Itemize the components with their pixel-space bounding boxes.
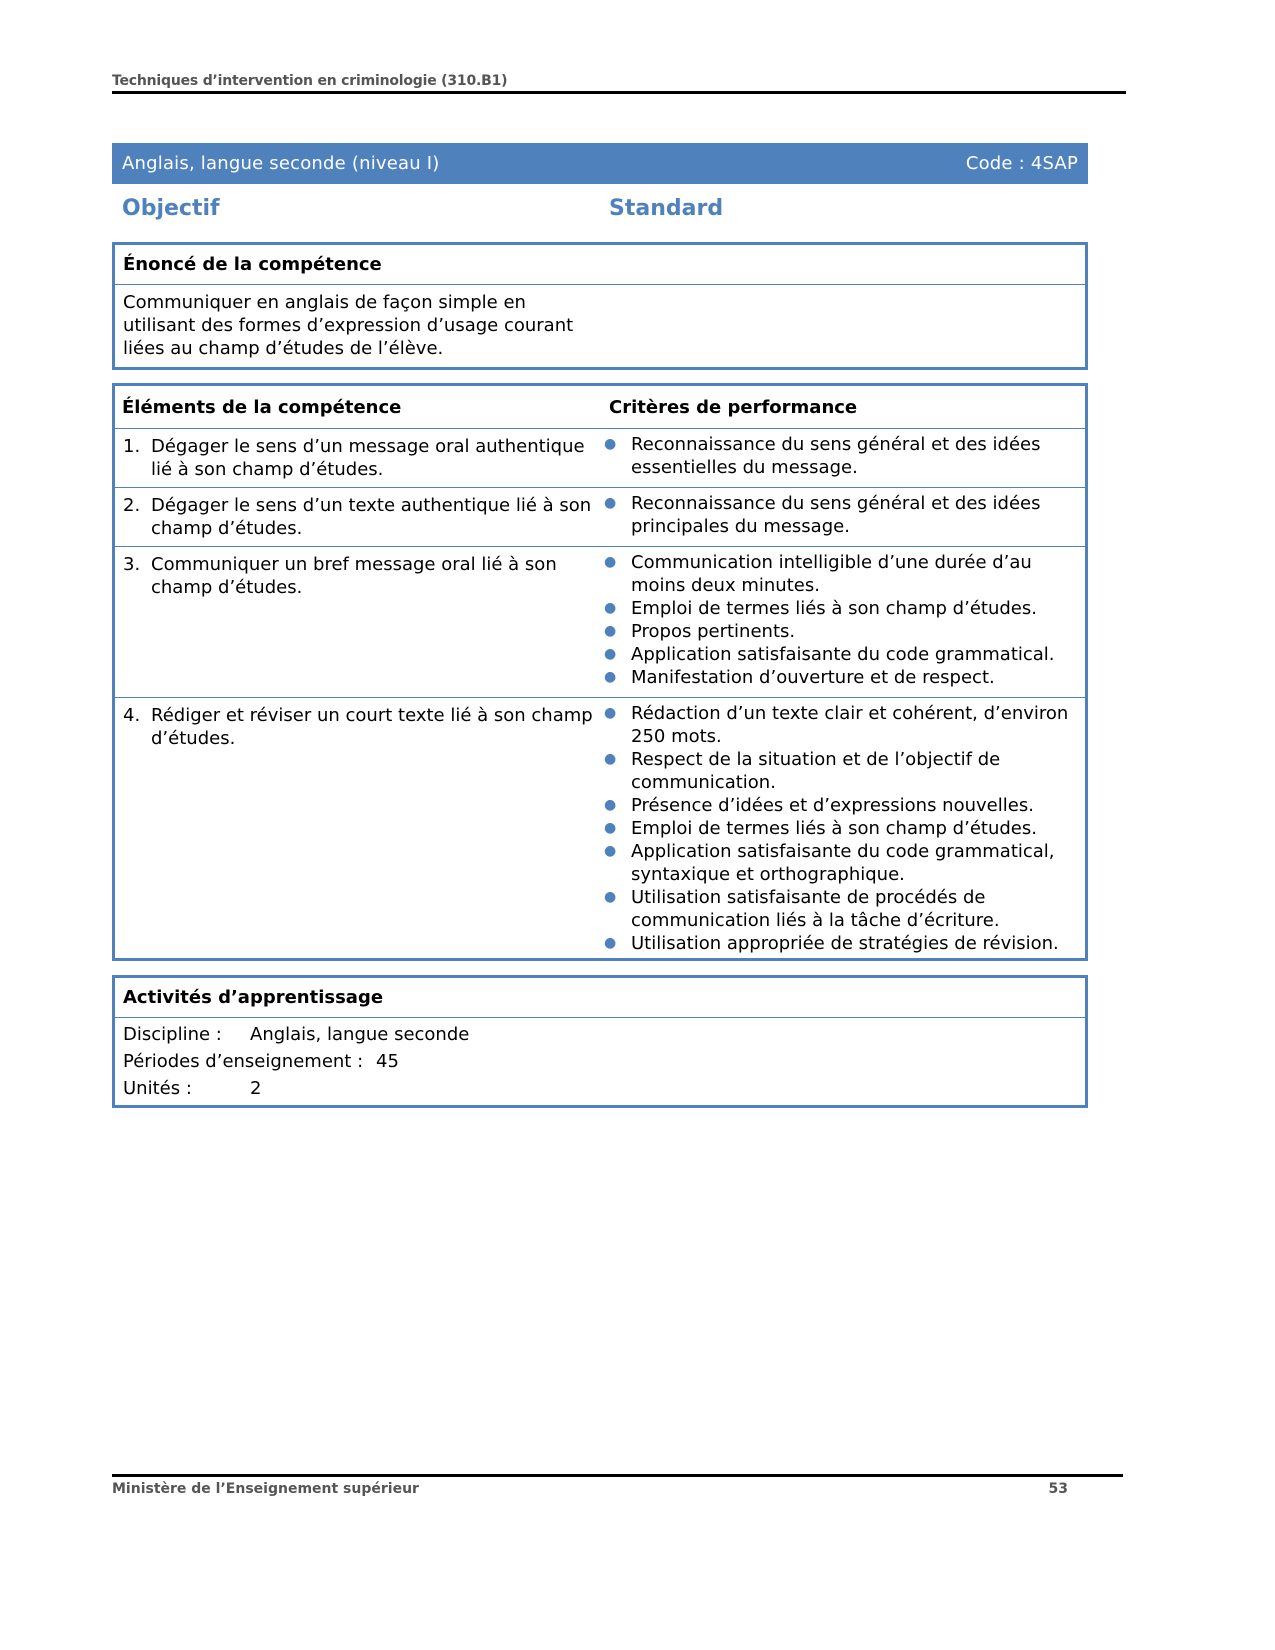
- element-text: Dégager le sens d’un texte authentique lié à son champ d’études.: [151, 495, 592, 539]
- bullet-icon: ●: [604, 436, 617, 452]
- element-row: [115, 429, 1085, 488]
- criteria-item: [602, 551, 1085, 597]
- element-text: Rédiger et réviser un court texte lié à son champ d’études.: [151, 705, 593, 749]
- discipline-line: [123, 1021, 1077, 1048]
- bullet-icon: ●: [604, 705, 617, 721]
- elements-table: [112, 383, 1088, 961]
- criteria-text: Reconnaissance du sens général et des idées essentielles du message.: [631, 434, 1041, 478]
- criteria-text: Utilisation appropriée de stratégies de révision.: [631, 933, 1059, 954]
- periodes-label: Périodes d’enseignement :: [123, 1051, 364, 1072]
- element-text: Dégager le sens d’un message oral authentique lié à son champ d’études.: [151, 436, 585, 480]
- criteria-text: Utilisation satisfaisante de procédés de communication liés à la tâche d’écriture.: [631, 887, 1000, 931]
- element-number: 3.: [123, 554, 141, 575]
- discipline-value: Anglais, langue seconde: [250, 1024, 470, 1045]
- criteria-item: [602, 666, 1085, 689]
- unites-label: Unités :: [123, 1078, 192, 1099]
- page-header: [112, 70, 1126, 94]
- enonce-box: [112, 242, 1088, 370]
- element-number: 2.: [123, 495, 141, 516]
- enonce-text: Communiquer en anglais de façon simple en utilisant des formes d’expression d’usage courant liées au champ d’études de l’élève.: [123, 292, 574, 359]
- bullet-icon: ●: [604, 820, 617, 836]
- criteria-item: [602, 840, 1085, 886]
- criteria-text: Communication intelligible d’une durée d’au moins deux minutes.: [631, 552, 1032, 596]
- element-number: 1.: [123, 436, 141, 457]
- criteria-heading: Critères de performance: [609, 396, 858, 418]
- criteria-item: [602, 702, 1085, 748]
- criteria-item: [602, 748, 1085, 794]
- criteria-item: [602, 492, 1085, 538]
- bullet-icon: ●: [604, 623, 617, 639]
- element-number: 4.: [123, 705, 141, 726]
- criteria-cell: [602, 698, 1085, 959]
- activites-heading: Activités d’apprentissage: [115, 978, 1085, 1018]
- criteria-item: [602, 886, 1085, 932]
- element-cell: [115, 488, 602, 546]
- criteria-cell: [602, 429, 1085, 487]
- element-row: [115, 488, 1085, 547]
- element-text: Communiquer un bref message oral lié à son champ d’études.: [151, 554, 557, 598]
- criteria-text: Présence d’idées et d’expressions nouvelles.: [631, 795, 1034, 816]
- unites-value: 2: [250, 1078, 262, 1099]
- criteria-text: Application satisfaisante du code grammatical, syntaxique et orthographique.: [631, 841, 1055, 885]
- element-row: [115, 547, 1085, 698]
- periodes-value: 45: [376, 1051, 399, 1072]
- criteria-cell: [602, 547, 1085, 697]
- element-cell: [115, 429, 602, 487]
- criteria-item: [602, 433, 1085, 479]
- element-cell: [115, 547, 602, 697]
- criteria-item: [602, 817, 1085, 840]
- bullet-icon: ●: [604, 797, 617, 813]
- criteria-item: [602, 597, 1085, 620]
- bullet-icon: ●: [604, 495, 617, 511]
- course-title: Anglais, langue seconde (niveau I): [122, 153, 440, 174]
- bullet-icon: ●: [604, 935, 617, 951]
- bullet-icon: ●: [604, 646, 617, 662]
- bullet-icon: ●: [604, 554, 617, 570]
- objectif-heading: Objectif: [122, 196, 220, 221]
- bullet-icon: ●: [604, 889, 617, 905]
- criteria-item: [602, 643, 1085, 666]
- criteria-item: [602, 794, 1085, 817]
- criteria-cell: [602, 488, 1085, 546]
- criteria-text: Emploi de termes liés à son champ d’études.: [631, 818, 1037, 839]
- periodes-line: [123, 1048, 1077, 1075]
- elements-header-row: [115, 386, 1085, 429]
- program-title: Techniques d’intervention en criminologie (310.B1): [112, 73, 508, 89]
- criteria-item: [602, 620, 1085, 643]
- elements-heading: Éléments de la compétence: [122, 396, 402, 418]
- bullet-icon: ●: [604, 669, 617, 685]
- criteria-text: Respect de la situation et de l’objectif de communication.: [631, 749, 1001, 793]
- criteria-text: Propos pertinents.: [631, 621, 796, 642]
- standard-heading: Standard: [609, 196, 724, 221]
- unites-line: [123, 1075, 1077, 1102]
- page-footer: [112, 1474, 1123, 1497]
- criteria-item: [602, 932, 1085, 955]
- bullet-icon: ●: [604, 751, 617, 767]
- bullet-icon: ●: [604, 843, 617, 859]
- course-banner: [112, 143, 1088, 184]
- course-code: Code : 4SAP: [965, 153, 1078, 174]
- elements-rows: [115, 429, 1085, 959]
- ministry-name: Ministère de l’Enseignement supérieur: [112, 1481, 419, 1497]
- enonce-heading: Énoncé de la compétence: [115, 245, 1085, 285]
- bullet-icon: ●: [604, 600, 617, 616]
- criteria-text: Emploi de termes liés à son champ d’études.: [631, 598, 1037, 619]
- element-cell: [115, 698, 602, 959]
- criteria-text: Manifestation d’ouverture et de respect.: [631, 667, 995, 688]
- activites-body: [115, 1018, 1085, 1105]
- activites-box: [112, 975, 1088, 1108]
- criteria-text: Reconnaissance du sens général et des idées principales du message.: [631, 493, 1041, 537]
- page-number: 53: [1048, 1481, 1068, 1497]
- criteria-text: Application satisfaisante du code grammatical.: [631, 644, 1055, 665]
- discipline-label: Discipline :: [123, 1024, 222, 1045]
- element-row: [115, 698, 1085, 959]
- criteria-text: Rédaction d’un texte clair et cohérent, d’environ 250 mots.: [631, 703, 1069, 747]
